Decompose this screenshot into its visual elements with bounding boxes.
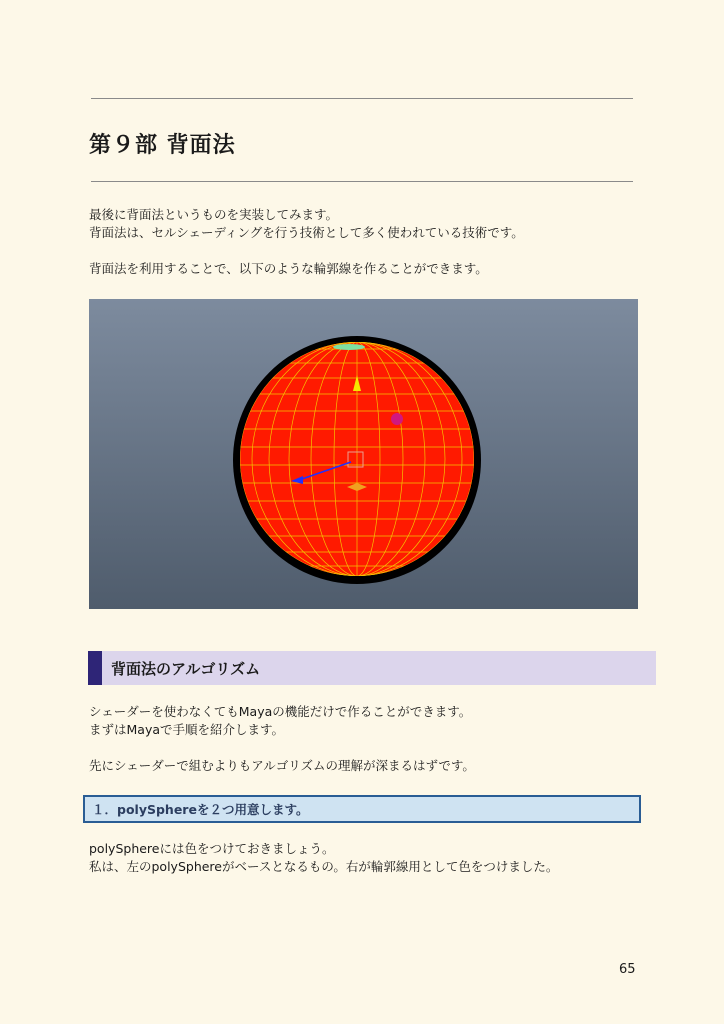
sphere-top-cap <box>333 344 365 350</box>
intro-line: 最後に背面法というものを実装してみます。 <box>89 207 339 222</box>
intro-line: 背面法を利用することで、以下のような輪郭線を作ることができます。 <box>89 261 488 276</box>
section-line: 先にシェーダーで組むよりもアルゴリズムの理解が深まるはずです。 <box>89 758 475 773</box>
title-underline-rule <box>91 181 633 182</box>
intro-paragraph <box>89 206 524 278</box>
section-paragraph <box>89 703 475 775</box>
sphere-render-figure <box>89 299 638 609</box>
manipulator-rotate-handle <box>391 413 403 425</box>
page-number: 65 <box>619 962 636 977</box>
step-title: １．polySphereを２つ用意します。 <box>92 802 309 817</box>
step-line: 私は、左のpolySphereがベースとなるもの。右が輪郭線用として色をつけました。 <box>89 859 559 874</box>
section-title: 背面法のアルゴリズム <box>111 660 261 678</box>
intro-line <box>89 242 524 260</box>
step-paragraph <box>89 840 558 876</box>
section-heading <box>88 651 656 685</box>
step-line: polySphereには色をつけておきましょう。 <box>89 841 335 856</box>
top-rule <box>91 98 633 99</box>
section-line <box>89 739 475 757</box>
step-heading <box>83 795 641 823</box>
section-line: まずはMayaで手順を紹介します。 <box>89 722 285 737</box>
section-line: シェーダーを使わなくてもMayaの機能だけで作ることができます。 <box>89 704 472 719</box>
intro-line: 背面法は、セルシェーディングを行う技術として多く使われている技術です。 <box>89 225 524 240</box>
sphere-render-image <box>89 299 638 609</box>
chapter-title: 第９部 背面法 <box>89 133 236 158</box>
section-heading-bar <box>88 651 102 685</box>
